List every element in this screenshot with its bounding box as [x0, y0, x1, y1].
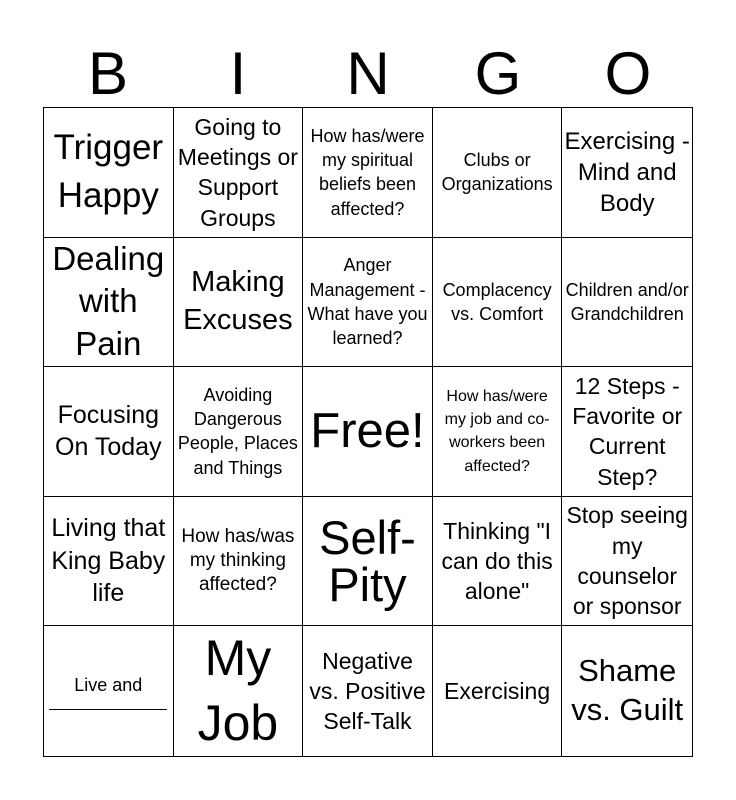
cell-text: Dealing with Pain	[52, 239, 165, 363]
bingo-cell	[303, 497, 433, 627]
cell-text: Clubs or Organizations	[441, 150, 553, 195]
cell-text: Trigger Happy	[53, 128, 164, 216]
header-letter-o: O	[604, 40, 652, 107]
cell-text: Children and/or Grandchildren	[565, 279, 689, 324]
bingo-cell	[44, 238, 174, 368]
bingo-cell	[433, 497, 563, 627]
cell-text: Anger Management - What have you learned?	[307, 255, 428, 349]
bingo-cell	[174, 108, 304, 238]
cell-text: Stop seeing my counselor or sponsor	[566, 502, 688, 620]
header-letter-i: I	[229, 40, 247, 107]
header-letter-g: G	[474, 40, 522, 107]
cell-text: Going to Meetings or Support Groups	[177, 113, 298, 231]
bingo-cell	[44, 497, 174, 627]
blank-line	[49, 697, 167, 710]
bingo-cell	[562, 367, 692, 497]
bingo-cell	[303, 626, 433, 756]
bingo-cell	[433, 626, 563, 756]
bingo-cell	[433, 238, 563, 368]
bingo-cell	[174, 238, 304, 368]
cell-text: Negative vs. Positive Self-Talk	[309, 647, 426, 735]
bingo-cell	[44, 108, 174, 238]
cell-text: How has/were my spiritual beliefs been affected?	[310, 125, 425, 219]
bingo-cell	[433, 108, 563, 238]
bingo-board	[43, 107, 693, 757]
bingo-cell	[303, 238, 433, 368]
bingo-header	[43, 42, 693, 106]
cell-text: Exercising	[444, 678, 551, 705]
header-letter-b: B	[87, 40, 129, 107]
bingo-cell	[174, 367, 304, 497]
cell-text: 12 Steps - Favorite or Current Step?	[572, 372, 683, 490]
bingo-cell	[303, 108, 433, 238]
bingo-cell	[562, 626, 692, 756]
header-letter-n: N	[346, 40, 390, 107]
cell-text: Self-Pity	[319, 511, 416, 612]
cell-text: My Job	[197, 630, 279, 752]
free-space-label: Free!	[310, 404, 425, 459]
bingo-cell	[44, 367, 174, 497]
cell-text: Complacency vs. Comfort	[442, 279, 552, 324]
cell-text: Making Excuses	[183, 266, 293, 336]
cell-fill-in	[49, 673, 167, 710]
cell-text: Focusing On Today	[55, 400, 162, 462]
bingo-cell	[562, 497, 692, 627]
free-space-cell	[303, 367, 433, 497]
bingo-cell	[44, 626, 174, 756]
bingo-cell	[562, 238, 692, 368]
cell-text: Avoiding Dangerous People, Places and Things	[177, 384, 298, 478]
cell-text: How has/were my job and co-workers been affected?	[444, 388, 550, 475]
bingo-cell	[174, 626, 304, 756]
bingo-cell	[433, 367, 563, 497]
cell-text: Thinking "I can do this alone"	[441, 517, 553, 605]
bingo-cell	[562, 108, 692, 238]
cell-text: Exercising - Mind and Body	[564, 127, 690, 217]
bingo-cell	[174, 497, 304, 627]
cell-text: Living that King Baby life	[51, 514, 166, 608]
cell-text: Shame vs. Guilt	[571, 653, 684, 728]
cell-text: How has/was my thinking affected?	[181, 526, 295, 595]
cell-text: Live and	[74, 674, 143, 695]
